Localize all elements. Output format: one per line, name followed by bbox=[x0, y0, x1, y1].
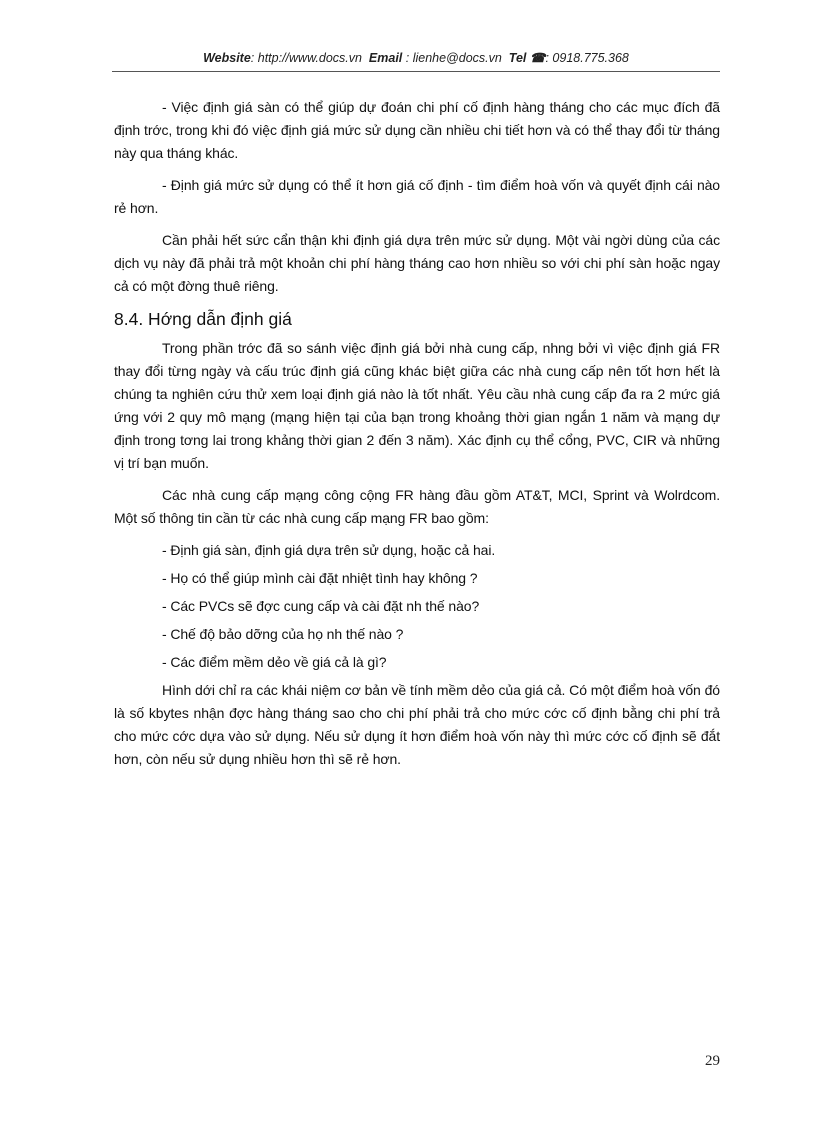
phone-icon: ☎ bbox=[529, 51, 546, 65]
email-label: Email bbox=[368, 51, 403, 65]
paragraph-fixed-pricing: - Việc định giá sàn có thể giúp dự đoán chi phí cố định hàng tháng cho các mục đích đã định trớc, trong khi đó việc định giá mức sử dụng cần nhiều chi tiết hơn và có thể thay đổi từ tháng này qua tháng khác. bbox=[114, 99, 720, 161]
list-item: - Chế độ bảo dỡng của họ nh thế nào ? bbox=[162, 626, 404, 642]
section-heading: 8.4. Hớng dẫn định giá bbox=[114, 309, 292, 329]
list-item: - Các PVCs sẽ đợc cung cấp và cài đặt nh thế nào? bbox=[162, 598, 480, 614]
paragraph-usage-pricing: - Định giá mức sử dụng có thể ít hơn giá cố định - tìm điểm hoà vốn và quyết định cái nào rẻ hơn. bbox=[114, 177, 720, 216]
list-item: - Họ có thể giúp mình cài đặt nhiệt tình hay không ? bbox=[162, 570, 478, 586]
email-value: : lienhe@docs.vn bbox=[402, 51, 502, 65]
tel-value: : 0918.775.368 bbox=[545, 51, 629, 65]
page-header bbox=[112, 50, 720, 65]
paragraph-previous-section: Trong phần trớc đã so sánh việc định giá bởi nhà cung cấp, nhng bởi vì việc định giá FR thay đổi từng ngày và cấu trúc định giá cũng khác biệt giữa các nhà cung cấp nên tốt hơn hết là chúng ta nghiên cứu thử xem loại định giá nào là tốt nhất. Yêu cầu nhà cung cấp đa ra 2 mức giá ứng với 2 quy mô mạng (mạng hiện tại của bạn trong khoảng thời gian ngắn 1 năm và mạng dự định trong tơng lai trong khảng thời gian 2 đến 3 năm). Xác định cụ thể cổng, PVC, CIR và những vị trí bạn muốn. bbox=[114, 340, 720, 471]
tel-label: Tel bbox=[508, 51, 527, 65]
paragraph-providers: Các nhà cung cấp mạng công cộng FR hàng đầu gồm AT&T, MCI, Sprint và Wolrdcom. Một số thông tin cần từ các nhà cung cấp mạng FR bao gồm: bbox=[114, 487, 720, 526]
header-divider bbox=[112, 71, 720, 72]
page-number: 29 bbox=[705, 1053, 720, 1069]
paragraph-breakeven: Hình dới chỉ ra các khái niệm cơ bản về tính mềm dẻo của giá cả. Có một điểm hoà vốn đó là số kbytes nhận đợc hàng tháng sao cho chi phí phải trả cho mức cớc cố định bằng chi phí trả cho mức cớc dựa vào sử dụng. Nếu sử dụng ít hơn điểm hoà vốn này thì mức cớc cố định sẽ đắt hơn, còn nếu sử dụng nhiều hơn thì sẽ rẻ hơn. bbox=[114, 682, 720, 767]
list-item: - Các điểm mềm dẻo về giá cả là gì? bbox=[162, 654, 387, 670]
website-label: Website bbox=[203, 51, 251, 65]
list-item: - Định giá sàn, định giá dựa trên sử dụng, hoặc cả hai. bbox=[162, 542, 496, 558]
page-content bbox=[114, 96, 720, 780]
paragraph-caution: Cần phải hết sức cẩn thận khi định giá dựa trên mức sử dụng. Một vài ngời dùng của các dịch vụ này đã phải trả một khoản chi phí hàng tháng cao hơn nhiều so với chi phí sàn hoặc ngay cả có một đờng thuê riêng. bbox=[114, 232, 720, 294]
website-value: : http://www.docs.vn bbox=[250, 51, 362, 65]
